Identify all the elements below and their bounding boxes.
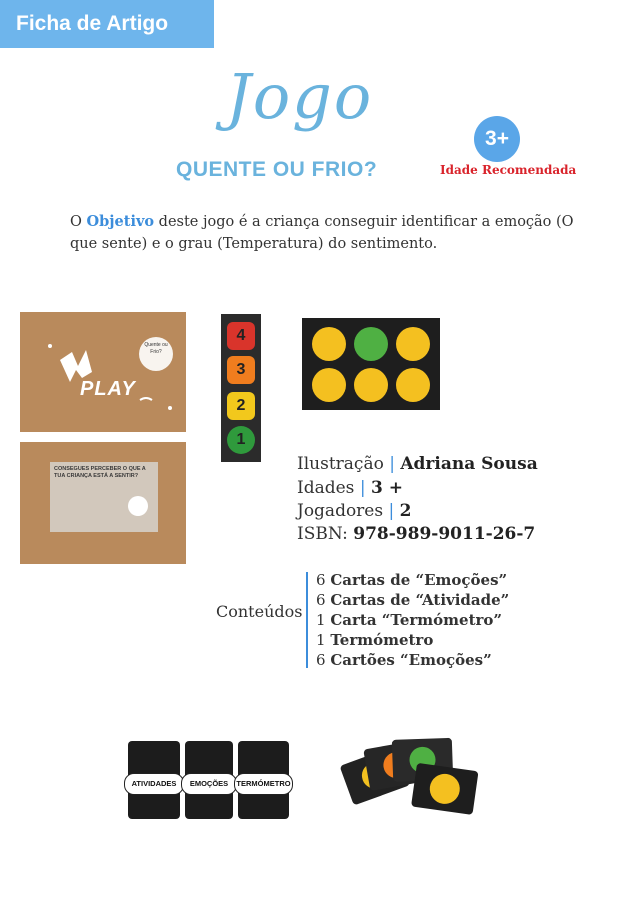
box-back-heading: CONSEGUES PERCEBER O QUE A TUA CRIANÇA ESTÁ A SENTIR? bbox=[54, 466, 146, 479]
objective-prefix: O bbox=[70, 214, 87, 230]
box-front-art bbox=[20, 312, 186, 432]
contents-text: Carta “Termómetro” bbox=[330, 611, 503, 629]
separator: | bbox=[359, 478, 366, 498]
age-badge: 3+ bbox=[474, 116, 520, 162]
box-circle-text: Quente ou Frio? bbox=[144, 342, 168, 355]
contents-list bbox=[316, 570, 509, 670]
emoji-board-image bbox=[302, 318, 440, 410]
info-illustration bbox=[297, 454, 538, 474]
contents-item bbox=[316, 570, 509, 590]
contents-item bbox=[316, 610, 509, 630]
objective-text bbox=[70, 211, 580, 255]
info-isbn-value: 978-989-9011-26-7 bbox=[353, 524, 536, 544]
info-isbn-label: ISBN: bbox=[297, 524, 348, 544]
card-label: ATIVIDADES bbox=[124, 773, 184, 795]
page-header-tab: Ficha de Artigo bbox=[0, 0, 214, 48]
info-ages bbox=[297, 478, 403, 498]
confounded-emoji-icon bbox=[354, 368, 388, 402]
objective-rest: deste jogo é a criança conseguir identificar a emoção (O que sente) e o grau (Temperatura) do sentimento. bbox=[70, 214, 574, 252]
card-atividades bbox=[128, 741, 180, 819]
thermometer-level-2: 2 bbox=[227, 392, 255, 420]
info-players bbox=[297, 501, 412, 521]
contents-text: Cartas de “Emoções” bbox=[330, 571, 508, 589]
contents-item bbox=[316, 650, 509, 670]
card-label: EMOÇÕES bbox=[181, 773, 237, 795]
card-termometro bbox=[238, 741, 289, 819]
contents-divider bbox=[306, 572, 308, 668]
separator: | bbox=[389, 454, 395, 474]
title-script: Jogo bbox=[226, 60, 374, 133]
thermometer-image bbox=[221, 314, 261, 462]
thermometer-level-3: 3 bbox=[227, 356, 255, 384]
contents-qty: 6 bbox=[316, 651, 326, 669]
box-logo: PLAY bbox=[80, 378, 136, 400]
sick-emoji-icon bbox=[354, 327, 388, 361]
title-subtitle: QUENTE OU FRIO? bbox=[176, 158, 378, 181]
info-players-value: 2 bbox=[399, 501, 412, 521]
contents-qty: 1 bbox=[316, 611, 326, 629]
info-illustration-value: Adriana Sousa bbox=[400, 454, 538, 474]
contents-item bbox=[316, 630, 509, 650]
thermometer-level-4: 4 bbox=[227, 322, 255, 350]
objective-highlight: Objetivo bbox=[86, 213, 155, 230]
box-front-photo bbox=[20, 312, 186, 432]
thermometer-level-1: 1 bbox=[227, 426, 255, 454]
contents-qty: 1 bbox=[316, 631, 326, 649]
angry-emoji-icon bbox=[312, 368, 346, 402]
info-players-label: Jogadores bbox=[297, 501, 384, 521]
info-isbn bbox=[297, 524, 535, 544]
fanned-card bbox=[411, 763, 479, 815]
info-ages-label: Idades bbox=[297, 478, 355, 498]
contents-qty: 6 bbox=[316, 591, 326, 609]
box-back-badge bbox=[128, 496, 148, 516]
separator: | bbox=[388, 501, 395, 521]
happy-emoji-icon bbox=[396, 368, 430, 402]
contents-text: Termómetro bbox=[330, 631, 434, 649]
crying-emoji-icon bbox=[312, 327, 346, 361]
contents-item bbox=[316, 590, 509, 610]
card-label: TERMÓMETRO bbox=[234, 773, 293, 795]
info-ages-value: 3 + bbox=[370, 478, 403, 498]
contents-qty: 6 bbox=[316, 571, 326, 589]
contents-text: Cartões “Emoções” bbox=[330, 651, 492, 669]
surprised-emoji-icon bbox=[396, 327, 430, 361]
contents-text: Cartas de “Atividade” bbox=[330, 591, 510, 609]
fanned-emotion-cards-image bbox=[338, 724, 488, 834]
card-emocoes bbox=[185, 741, 233, 819]
info-illustration-label: Ilustração bbox=[297, 454, 384, 474]
age-label: Idade Recomendada bbox=[440, 163, 577, 177]
box-back-photo bbox=[20, 442, 186, 564]
contents-label: Conteúdos bbox=[216, 602, 303, 621]
